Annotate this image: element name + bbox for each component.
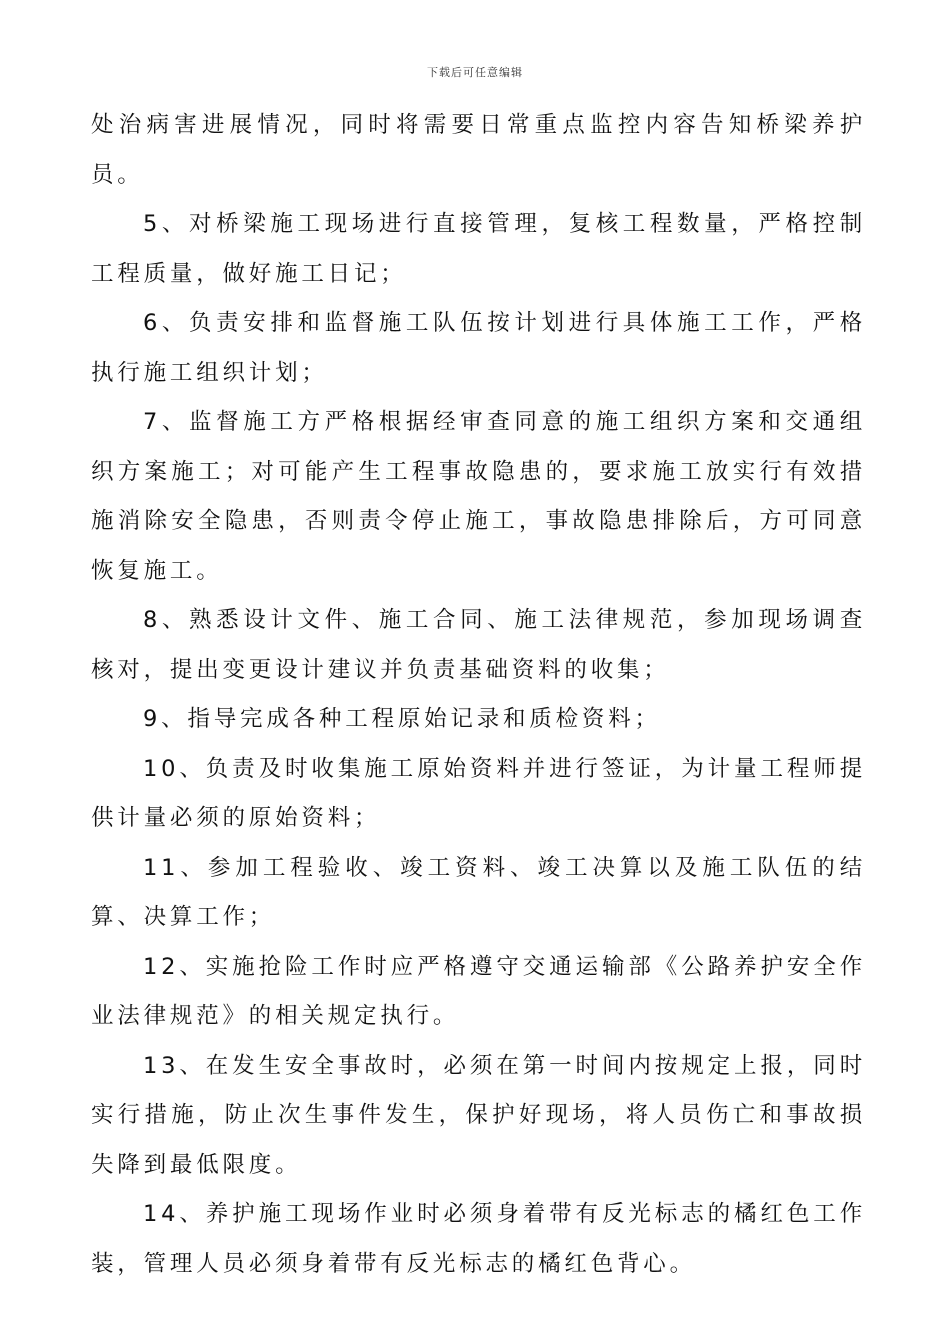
paragraph-item-5: 5、对桥梁施工现场进行直接管理，复核工程数量，严格控制工程质量，做好施工日记；	[91, 211, 866, 287]
paragraph-item-14: 14、养护施工现场作业时必须身着带有反光标志的橘红色工作装，管理人员必须身着带有反光标志的橘红色背心。	[91, 1201, 866, 1277]
paragraph-item-11: 11、参加工程验收、竣工资料、竣工决算以及施工队伍的结算、决算工作；	[91, 854, 866, 930]
paragraph-item-9: 9、指导完成各种工程原始记录和质检资料；	[143, 706, 661, 732]
paragraph-item-8: 8、熟悉设计文件、施工合同、施工法律规范，参加现场调查核对，提出变更设计建议并负责基础资料的收集；	[91, 607, 866, 683]
paragraph-continuation: 处治病害进展情况，同时将需要日常重点监控内容告知桥梁养护员。	[91, 112, 866, 188]
paragraph-item-6: 6、负责安排和监督施工队伍按计划进行具体施工工作，严格执行施工组织计划；	[91, 310, 866, 386]
paragraph-item-12: 12、实施抢险工作时应严格遵守交通运输部《公路养护安全作业法律规范》的相关规定执行。	[91, 953, 866, 1029]
page-header: 下载后可任意编辑	[427, 66, 523, 79]
paragraph-item-7: 7、监督施工方严格根据经审查同意的施工组织方案和交通组织方案施工；对可能产生工程事故隐患的，要求施工放实行有效措施消除安全隐患，否则责令停止施工，事故隐患排除后，方可同意恢复施工。	[91, 409, 866, 584]
document-body	[91, 101, 866, 1289]
paragraph-item-13: 13、在发生安全事故时，必须在第一时间内按规定上报，同时实行措施，防止次生事件发生，保护好现场，将人员伤亡和事故损失降到最低限度。	[91, 1052, 866, 1178]
paragraph-item-10: 10、负责及时收集施工原始资料并进行签证，为计量工程师提供计量必须的原始资料；	[91, 755, 866, 831]
